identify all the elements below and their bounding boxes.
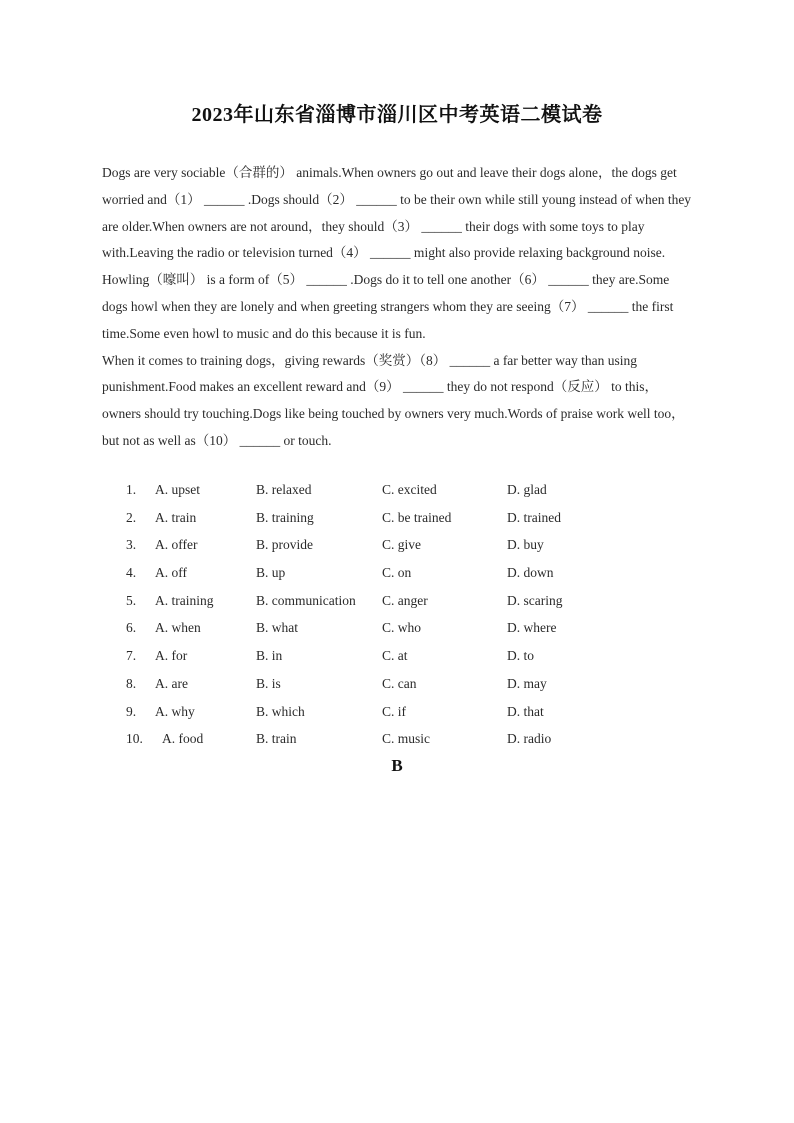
option-d: D. glad [507, 482, 547, 497]
option-c: C. if [382, 703, 407, 719]
option-b: B. provide [256, 537, 313, 553]
option-c: C. at [382, 648, 408, 664]
option-d: D. to [507, 648, 534, 664]
question-row-6 [102, 614, 694, 642]
option-b: B. communication [256, 592, 356, 608]
option-c: C. on [382, 565, 412, 581]
option-a: A. when [155, 620, 201, 636]
option-a: A. for [155, 648, 188, 664]
question-number: 5. [126, 592, 137, 608]
question-row-1 [102, 476, 694, 504]
option-c: C. music [382, 731, 431, 747]
question-row-4 [102, 559, 694, 587]
option-d: D. down [507, 565, 554, 581]
option-c: C. can [382, 675, 417, 691]
option-b: B. what [256, 620, 298, 636]
option-d: D. that [507, 703, 544, 719]
question-row-7 [102, 642, 694, 670]
option-c: C. give [382, 537, 421, 553]
option-b: B. training [256, 509, 314, 525]
option-d: D. scaring [507, 592, 563, 608]
option-b: B. in [256, 648, 283, 664]
option-a: A. are [155, 675, 188, 691]
question-number: 1. [126, 482, 137, 497]
question-row-3 [102, 531, 694, 559]
exam-title: 2023年山东省淄博市淄川区中考英语二模试卷 [191, 104, 603, 126]
question-row-9 [102, 698, 694, 726]
option-d: D. radio [507, 731, 552, 747]
question-number: 3. [126, 537, 137, 553]
option-a: A. offer [155, 537, 198, 553]
option-a: A. training [155, 592, 214, 608]
question-row-5 [102, 587, 694, 615]
option-c: C. who [382, 620, 422, 636]
option-b: B. is [256, 675, 281, 691]
option-a: A. why [155, 703, 195, 719]
question-number: 4. [126, 565, 137, 581]
question-number: 7. [126, 648, 137, 664]
option-d: D. trained [507, 509, 561, 525]
question-number: 2. [126, 509, 137, 525]
option-c: C. anger [382, 592, 428, 608]
section-heading: B [391, 756, 403, 775]
question-row-10 [102, 725, 694, 753]
option-a: A. food [162, 731, 204, 747]
question-number: 6. [126, 620, 137, 636]
option-b: B. which [256, 703, 305, 719]
option-a: A. off [155, 565, 187, 581]
option-b: B. relaxed [256, 482, 312, 497]
option-d: D. where [507, 620, 557, 636]
option-a: A. train [155, 509, 197, 525]
option-d: D. may [507, 675, 547, 691]
option-c: C. excited [382, 482, 437, 497]
reading-passage [102, 160, 694, 455]
option-b: B. up [256, 565, 286, 581]
question-row-2 [102, 504, 694, 532]
option-a: A. upset [155, 482, 200, 497]
option-d: D. buy [507, 537, 544, 553]
question-number: 9. [126, 703, 137, 719]
question-number: 10. [126, 731, 143, 747]
answer-options [102, 476, 694, 753]
passage-paragraph-2: Howling（嚎叫） is a form of（5） ______ .Dogs do it to tell one another（6） ______ they are.Some dogs howl when they are lonely and when greeting strangers whom they are seeing（7） ______ the first time.Some even howl to music and do this because it is fun. [102, 272, 674, 341]
passage-paragraph-3: When it comes to training dogs，giving rewards（奖赏）（8） ______ a far better way than using punishment.Food makes an excellent reward and（9） ______ they do not respond（反应） to this，owners should try touching.Dogs like being touched by owners very much.Words of praise work well too，but not as well as（10） ______ or touch. [102, 352, 685, 448]
option-b: B. train [256, 731, 297, 747]
question-number: 8. [126, 675, 137, 691]
question-row-8 [102, 670, 694, 698]
option-c: C. be trained [382, 509, 452, 525]
passage-paragraph-1: Dogs are very sociable（合群的） animals.When owners go out and leave their dogs alone，the dogs get worried and（1） ______ .Dogs should（2） ______ to be their own while still young instead of when they are older.When owners are not around，they should（3） ______ their dogs with some toys to play with.Leaving the radio or television turned（4） ______ might also provide relaxing background noise. [102, 165, 692, 261]
